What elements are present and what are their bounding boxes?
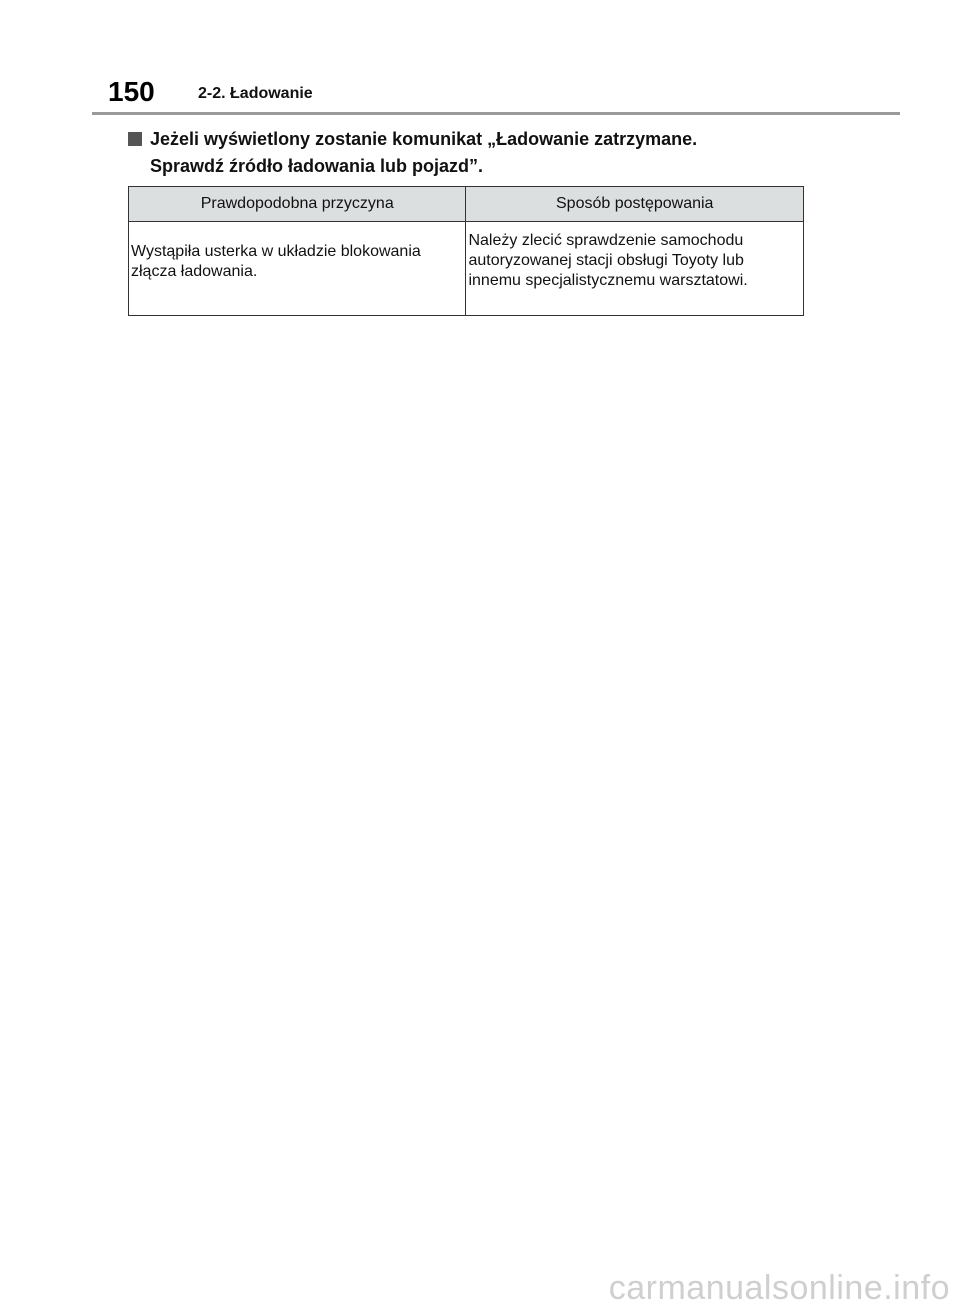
action-line: Należy zlecić sprawdzenie samochodu: [468, 232, 744, 249]
column-header-cause: Prawdopodobna przyczyna: [129, 187, 466, 222]
cause-line: złącza ładowania.: [131, 263, 258, 280]
square-bullet-icon: [128, 132, 142, 146]
column-header-action: Sposób postępowania: [466, 187, 804, 222]
section-heading: [128, 126, 828, 180]
cause-remedy-table: [128, 186, 804, 316]
action-line: autoryzowanej stacji obsługi Toyoty lub: [468, 252, 744, 269]
watermark: carmanualsonline.info: [608, 1269, 950, 1307]
action-cell: [466, 222, 804, 316]
heading-line-1: Jeżeli wyświetlony zostanie komunikat „Ładowanie zatrzymane.: [150, 129, 698, 149]
heading-line-2: Sprawdź źródło ładowania lub pojazd”.: [150, 156, 484, 176]
cause-cell: [129, 222, 466, 316]
cause-line: Wystąpiła usterka w układzie blokowania: [131, 243, 421, 260]
table-row: [129, 222, 804, 316]
header-rule: [92, 112, 900, 115]
running-head: 2-2. Ładowanie: [198, 85, 313, 102]
table-header-row: [129, 187, 804, 222]
page-number: 150: [108, 76, 155, 107]
action-line: innemu specjalistycznemu warsztatowi.: [468, 272, 748, 289]
